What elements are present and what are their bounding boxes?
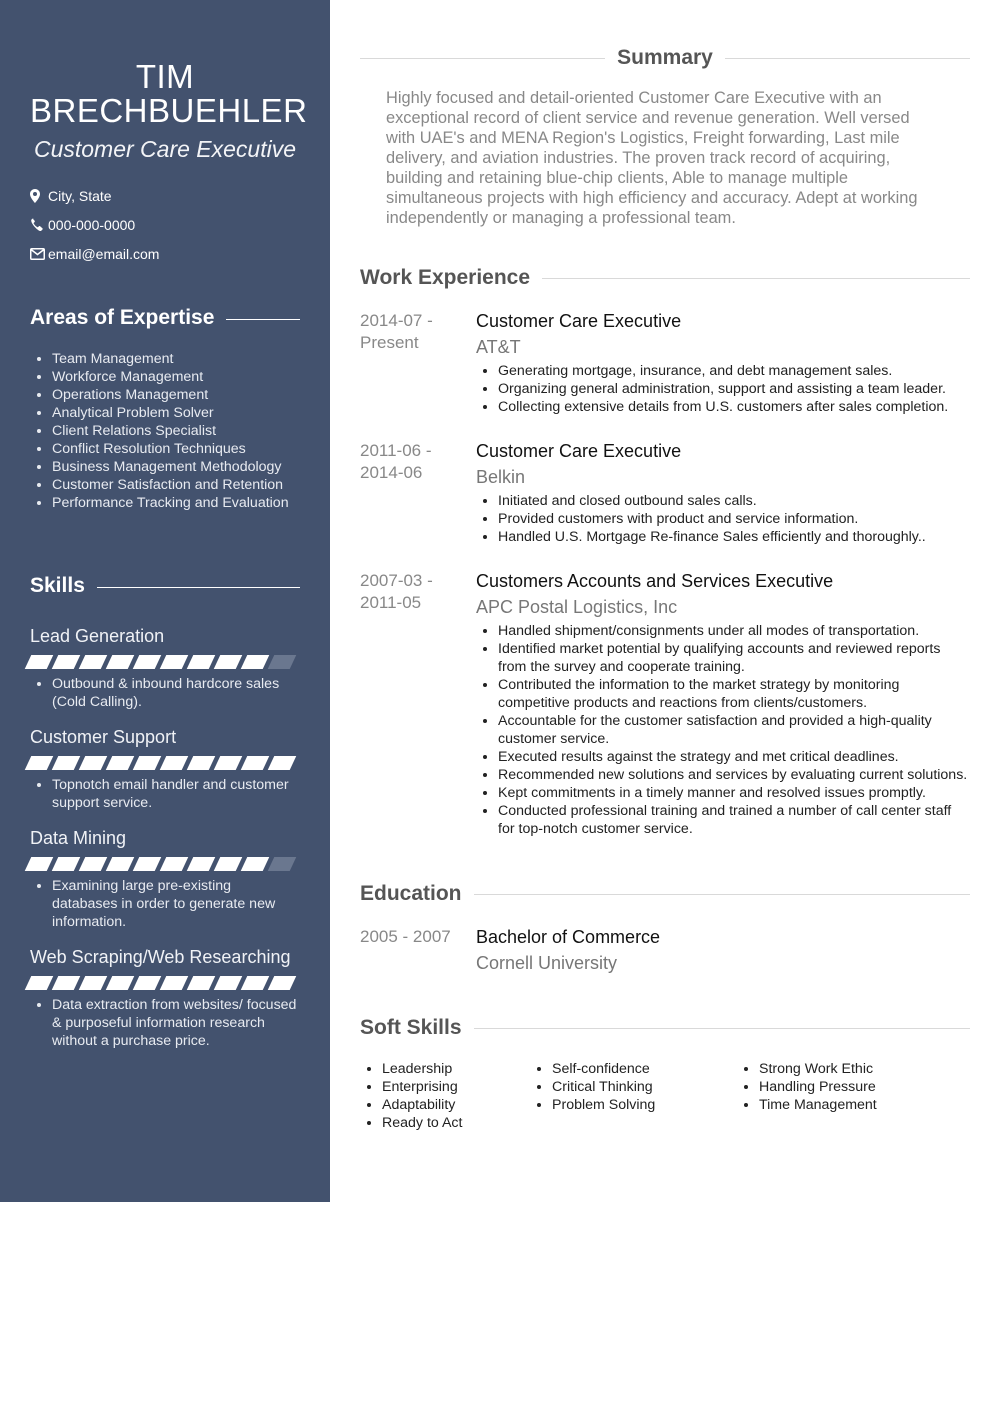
list-item: • Client Relations Specialist	[52, 422, 300, 440]
list-item: • Collecting extensive details from U.S. customers after sales completion.	[498, 398, 970, 416]
job-title: Customers Accounts and Services Executive	[476, 571, 834, 591]
skill-level-segment	[106, 857, 135, 871]
last-name: BRECHBUEHLER	[30, 92, 308, 129]
list-item: • Analytical Problem Solver	[52, 404, 300, 422]
job-title: Customer Care Executive	[33, 136, 297, 162]
job-company: APC Postal Logistics, Inc	[476, 597, 678, 617]
list-item: • Customer Satisfaction and Retention	[52, 476, 300, 494]
main-content	[360, 0, 970, 1132]
job-title: Customer Care Executive	[476, 441, 682, 461]
contact-location	[30, 181, 300, 210]
email-text[interactable]: email@email.com	[48, 245, 160, 262]
duty-list	[476, 622, 970, 838]
list-item: • Recommended new solutions and services by evaluating current solutions.	[498, 766, 970, 784]
skill-level-segment	[25, 655, 54, 669]
list-item: • Team Management	[52, 350, 300, 368]
skill-level-segment	[133, 857, 162, 871]
school: Cornell University	[476, 953, 618, 973]
phone-icon	[30, 218, 48, 231]
list-item: • Workforce Management	[52, 368, 300, 386]
list-item: • Organizing general administration, support and assisting a team leader.	[498, 380, 970, 398]
summary-heading-label: Summary	[617, 46, 713, 69]
phone-text: 000-000-0000	[48, 216, 136, 233]
heading-rule	[725, 58, 970, 59]
skill-level-segment	[187, 857, 216, 871]
skill-item	[30, 947, 300, 1050]
skill-level-bar	[28, 655, 300, 669]
education-heading-label: Education	[360, 882, 462, 905]
skill-level-segment	[187, 655, 216, 669]
list-item: • Identified market potential by qualifying accounts and reviewed reports from the survey and cooperate training.	[498, 640, 970, 676]
job-company: AT&T	[476, 337, 521, 357]
skill-level-bar	[28, 756, 300, 770]
heading-rule	[474, 894, 970, 895]
skill-description: • Topnotch email handler and customer support service.	[52, 776, 300, 812]
skill-level-segment	[241, 655, 270, 669]
skill-level-segment	[214, 756, 243, 770]
skill-level-segment	[133, 756, 162, 770]
skill-level-segment	[268, 976, 297, 990]
work-heading-label: Work Experience	[360, 266, 531, 289]
skill-level-segment	[133, 976, 162, 990]
education-entry	[360, 926, 970, 974]
list-item: • Conflict Resolution Techniques	[52, 440, 300, 458]
summary-heading	[360, 46, 970, 70]
soft-skills-columns	[360, 1060, 970, 1132]
sidebar	[0, 0, 330, 1202]
heading-rule	[360, 58, 605, 59]
duty-list	[476, 492, 970, 546]
job-entry	[360, 310, 970, 416]
skill-item	[30, 828, 300, 931]
skill-level-segment	[25, 857, 54, 871]
list-item: • Critical Thinking	[552, 1078, 737, 1096]
expertise-list	[30, 350, 300, 512]
list-item: • Performance Tracking and Evaluation	[52, 494, 300, 512]
contact-email[interactable]	[30, 239, 300, 268]
skill-level-segment	[268, 857, 297, 871]
skill-item	[30, 626, 300, 711]
list-item: • Business Management Methodology	[52, 458, 300, 476]
expertise-heading	[30, 306, 300, 330]
soft-skills-col-3	[737, 1060, 877, 1132]
contact-info	[30, 181, 300, 268]
location-text: City, State	[48, 187, 112, 204]
heading-rule	[226, 319, 300, 320]
education-heading	[360, 882, 970, 906]
skill-level-segment	[106, 976, 135, 990]
work-heading	[360, 266, 970, 290]
skill-level-segment	[52, 655, 81, 669]
list-item: • Adaptability	[382, 1096, 530, 1114]
list-item: • Ready to Act	[382, 1114, 530, 1132]
education-dates: 2005 - 2007	[360, 927, 451, 946]
skill-level-segment	[187, 976, 216, 990]
list-item: • Operations Management	[52, 386, 300, 404]
skills-heading	[30, 574, 300, 598]
skill-level-segment	[52, 756, 81, 770]
skill-level-segment	[214, 655, 243, 669]
skill-level-segment	[79, 857, 108, 871]
job-dates	[360, 570, 476, 838]
skill-level-segment	[241, 756, 270, 770]
heading-rule	[474, 1028, 970, 1029]
skill-level-segment	[160, 655, 189, 669]
soft-skills-heading-label: Soft Skills	[360, 1016, 462, 1039]
list-item: • Leadership	[382, 1060, 530, 1078]
list-item: • Handled U.S. Mortgage Re-finance Sales efficiently and thoroughly..	[498, 528, 970, 546]
skill-level-bar	[28, 976, 300, 990]
soft-skills-col-2	[530, 1060, 737, 1132]
skill-level-segment	[25, 756, 54, 770]
skill-level-segment	[187, 756, 216, 770]
date-end: Present	[360, 333, 419, 352]
skill-level-segment	[241, 976, 270, 990]
envelope-icon	[30, 248, 48, 260]
date-start: 2011-06 -	[360, 441, 432, 460]
job-entry	[360, 440, 970, 546]
skill-level-segment	[52, 857, 81, 871]
skill-level-segment	[52, 976, 81, 990]
skill-level-segment	[79, 756, 108, 770]
skill-level-segment	[214, 976, 243, 990]
skill-level-segment	[79, 655, 108, 669]
list-item: • Accountable for the customer satisfaction and provided a high-quality customer service.	[498, 712, 970, 748]
list-item: • Kept commitments in a timely manner and resolved issues promptly.	[498, 784, 970, 802]
skill-description: • Outbound & inbound hardcore sales (Cold Calling).	[52, 675, 300, 711]
skill-level-segment	[133, 655, 162, 669]
list-item: • Strong Work Ethic	[759, 1060, 877, 1078]
job-dates	[360, 440, 476, 546]
job-dates	[360, 310, 476, 416]
skill-name: Web Scraping/Web Researching	[30, 947, 291, 967]
skill-level-segment	[268, 756, 297, 770]
heading-rule	[542, 278, 970, 279]
skill-level-segment	[160, 756, 189, 770]
job-title: Customer Care Executive	[476, 311, 682, 331]
job-company: Belkin	[476, 467, 526, 487]
date-end: 2011-05	[360, 593, 422, 612]
list-item: • Conducted professional training and trained a number of call center staff for top-notch customer service.	[498, 802, 970, 838]
skill-level-segment	[106, 756, 135, 770]
candidate-name	[30, 58, 308, 129]
summary-text: Highly focused and detail-oriented Customer Care Executive with an exceptional record of client service and revenue generation. Well versed with UAE's and MENA Region's Logistics, Freight forwarding, Last mile delivery, and aviation industries. The proven track record of acquiring, building and retaining blue-chip clients, Able to manage multiple simultaneous projects with high efficiency and accuracy. Adept at working independently or managing a professional team.	[386, 89, 918, 227]
skill-level-segment	[106, 655, 135, 669]
duty-list	[476, 362, 970, 416]
list-item: • Generating mortgage, insurance, and debt management sales.	[498, 362, 970, 380]
list-item: • Time Management	[759, 1096, 877, 1114]
list-item: • Self-confidence	[552, 1060, 737, 1078]
contact-phone	[30, 210, 300, 239]
list-item: • Initiated and closed outbound sales calls.	[498, 492, 970, 510]
skill-level-segment	[268, 655, 297, 669]
date-start: 2007-03 -	[360, 571, 433, 590]
heading-rule	[97, 587, 300, 588]
skill-level-bar	[28, 857, 300, 871]
skill-level-segment	[160, 857, 189, 871]
first-name: TIM	[135, 58, 195, 95]
degree: Bachelor of Commerce	[476, 927, 661, 947]
skill-description: • Data extraction from websites/ focused & purposeful information research without a purchase price.	[52, 996, 300, 1050]
list-item: • Problem Solving	[552, 1096, 737, 1114]
list-item: • Provided customers with product and service information.	[498, 510, 970, 528]
date-start: 2014-07 -	[360, 311, 433, 330]
skill-level-segment	[79, 976, 108, 990]
list-item: • Handled shipment/consignments under all modes of transportation.	[498, 622, 970, 640]
list-item: • Contributed the information to the market strategy by monitoring competitive products and reactions from clients/customers.	[498, 676, 970, 712]
skill-level-segment	[25, 976, 54, 990]
skill-level-segment	[160, 976, 189, 990]
date-end: 2014-06	[360, 463, 423, 482]
list-item: • Handling Pressure	[759, 1078, 877, 1096]
list-item: • Enterprising	[382, 1078, 530, 1096]
skill-level-segment	[214, 857, 243, 871]
skill-name: Customer Support	[30, 727, 177, 747]
list-item: • Executed results against the strategy and met critical deadlines.	[498, 748, 970, 766]
skill-name: Lead Generation	[30, 626, 165, 646]
soft-skills-heading	[360, 1016, 970, 1040]
expertise-heading-label: Areas of Expertise	[30, 306, 215, 329]
skill-description: • Examining large pre-existing databases in order to generate new information.	[52, 877, 300, 931]
soft-skills-col-1	[360, 1060, 530, 1132]
skill-name: Data Mining	[30, 828, 127, 848]
skills-heading-label: Skills	[30, 574, 85, 597]
skill-level-segment	[241, 857, 270, 871]
map-pin-icon	[30, 189, 48, 203]
skill-item	[30, 727, 300, 812]
job-entry	[360, 570, 970, 838]
